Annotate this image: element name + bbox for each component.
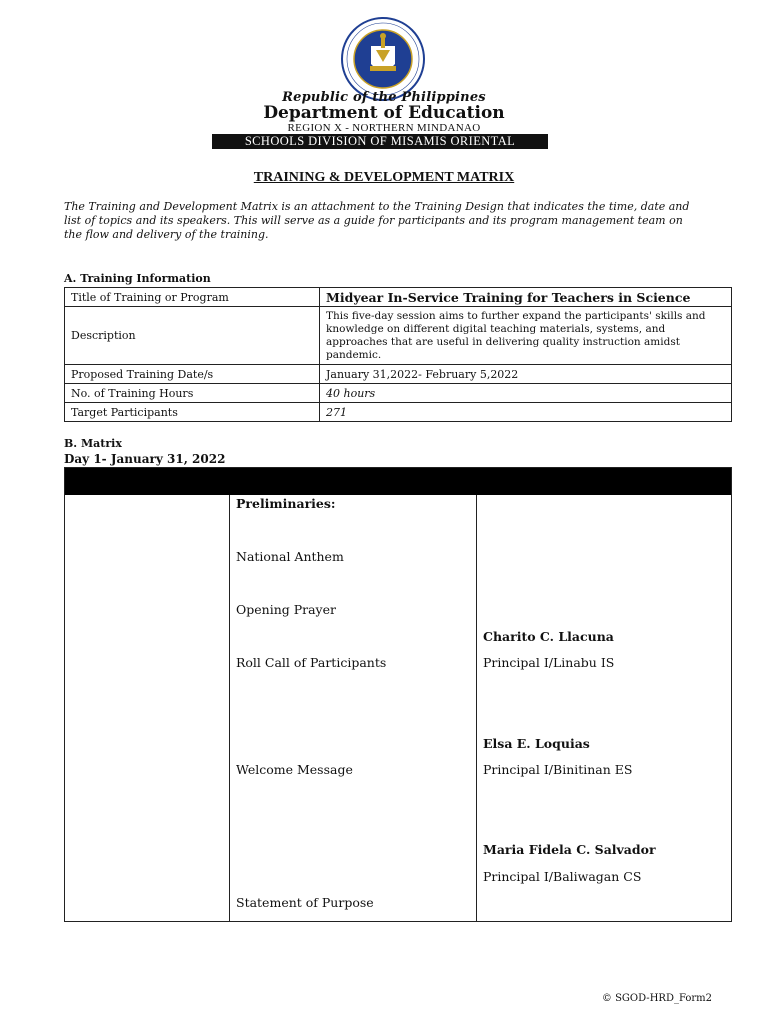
column-divider (476, 495, 477, 921)
table-label: No. of Training Hours (65, 384, 320, 403)
table-label: Description (65, 307, 320, 365)
activity-purpose: Statement of Purpose (236, 895, 374, 910)
speaker-position: Principal I/Baliwagan CS (483, 869, 642, 884)
table-row (65, 403, 732, 422)
activity-preliminaries: Preliminaries: (236, 496, 336, 511)
section-a-heading: A. Training Information (64, 272, 211, 285)
speaker-position: Principal I/Binitinan ES (483, 762, 633, 777)
speaker-name: Maria Fidela C. Salvador (483, 842, 656, 857)
column-divider (229, 495, 230, 921)
hours-value: 40 hours (320, 384, 732, 403)
table-row (65, 307, 732, 365)
matrix-header-bar (65, 468, 731, 495)
division-banner: SCHOOLS DIVISION OF MISAMIS ORIENTAL (212, 134, 548, 149)
form-code: © SGOD-HRD_Form2 (601, 993, 712, 1004)
activity-welcome: Welcome Message (236, 762, 353, 777)
region-line: REGION X - NORTHERN MINDANAO (287, 122, 481, 134)
table-row (65, 288, 732, 307)
speaker-name: Charito C. Llacuna (483, 629, 614, 644)
participants-value: 271 (320, 403, 732, 422)
description-value: This five-day session aims to further expand the participants' skills and knowledge on different digital teaching materials, systems, and approaches that are useful in delivering quality instruction amidst pandemic. (320, 307, 732, 365)
table-row (65, 384, 732, 403)
table-row (65, 365, 732, 384)
intro-paragraph: The Training and Development Matrix is an attachment to the Training Design that indicates the time, date and list of topics and its speakers. This will serve as a guide for participants and its program management team on the flow and delivery of the training. (64, 200, 690, 241)
speaker-name: Elsa E. Loquias (483, 736, 590, 751)
activity-prayer: Opening Prayer (236, 602, 336, 617)
day-heading: Day 1- January 31, 2022 (64, 452, 226, 466)
activity-rollcall: Roll Call of Participants (236, 655, 387, 670)
training-title-value: Midyear In-Service Training for Teachers in Science (320, 288, 732, 307)
republic-line: Republic of the Philippines (282, 90, 486, 105)
document-title: TRAINING & DEVELOPMENT MATRIX (253, 170, 515, 185)
activity-anthem: National Anthem (236, 549, 344, 564)
table-label: Proposed Training Date/s (65, 365, 320, 384)
section-b-heading: B. Matrix (64, 437, 122, 450)
matrix-table (64, 467, 732, 922)
department-name: Department of Education (263, 103, 505, 123)
table-label: Target Participants (65, 403, 320, 422)
training-info-table (64, 287, 732, 422)
date-value: January 31,2022- February 5,2022 (320, 365, 732, 384)
table-label: Title of Training or Program (65, 288, 320, 307)
speaker-position: Principal I/Linabu IS (483, 655, 615, 670)
